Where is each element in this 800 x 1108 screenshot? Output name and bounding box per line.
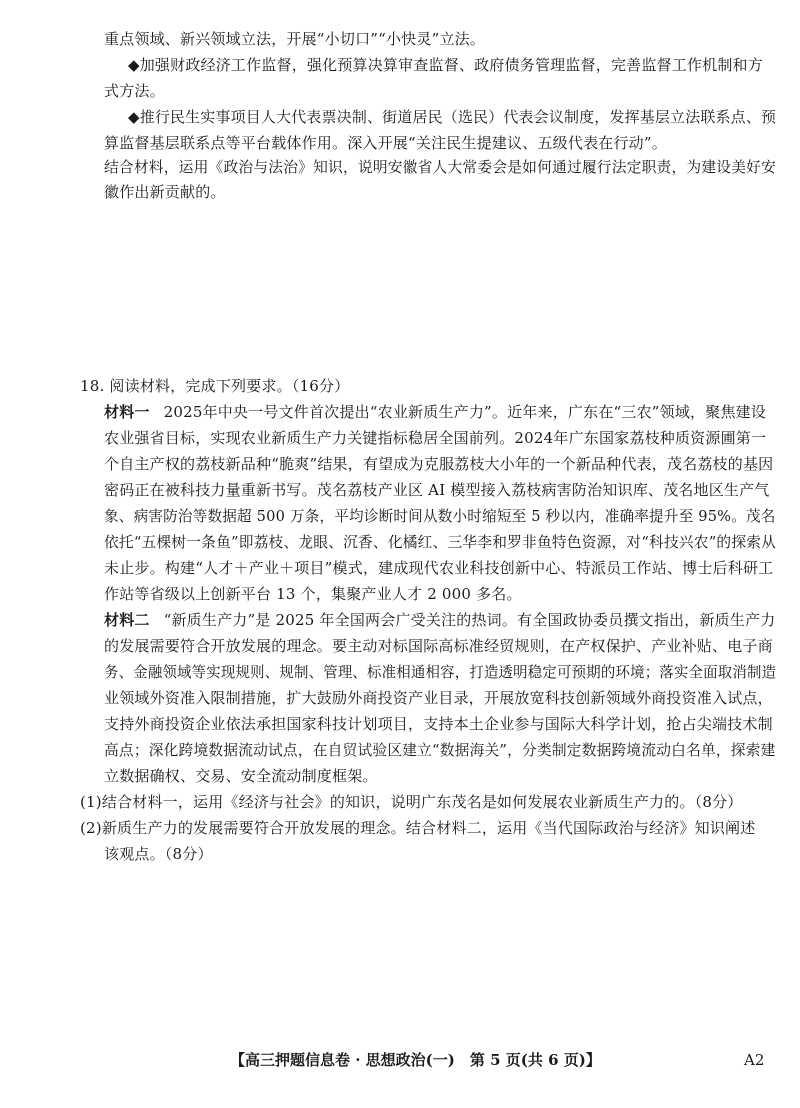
page-footer bbox=[0, 1048, 800, 1072]
bullet-2-line-2: 式方法。 bbox=[104, 82, 165, 100]
sub-question-2-line-2: 该观点。（8分） bbox=[104, 845, 213, 863]
material-2-text: “新质生产力”是 2025 年全国两会广受关注的热词。有全国政协委员撰文指出，新质生产力 bbox=[163, 611, 776, 629]
question-17-prompt-line-1: 结合材料，运用《政治与法治》知识，说明安徽省人大常委会是如何通过履行法定职责，为建设美好安 bbox=[104, 158, 777, 176]
bullet-2-line-1: ◆加强财政经济工作监督，强化预算决算审查监督、政府债务管理监督，完善监督工作机制和方 bbox=[128, 56, 763, 74]
material-1-text: 2025年中央一号文件首次提出“农业新质生产力”。近年来，广东在“三农”领域，聚焦建设 bbox=[163, 403, 767, 421]
sub-question-1: (1)结合材料一，运用《经济与社会》的知识，说明广东茂名是如何发展农业新质生产力的。（8分） bbox=[80, 793, 743, 811]
bullet-3-line-1: ◆推行民生实事项目人大代表票决制、街道居民（选民）代表会议制度，发挥基层立法联系点、预 bbox=[128, 108, 777, 126]
material-2-line-6: 高点；深化跨境数据流动试点，在自贸试验区建立“数据海关”，分类制定数据跨境流动白名单，探索建 bbox=[104, 741, 776, 759]
material-1-line-1 bbox=[104, 401, 766, 423]
material-2-line-4: 业领域外资准入限制措施，扩大鼓励外商投资产业目录，开展放宽科技创新领域外商投资准入试点， bbox=[104, 689, 773, 707]
material-2-line-7: 立数据确权、交易、安全流动制度框架。 bbox=[104, 767, 378, 785]
top-line-1: 重点领域、新兴领域立法，开展“小切口”“小快灵”立法。 bbox=[104, 30, 486, 48]
material-1-line-5: 象、病害防治等数据超 500 万条，平均诊断时间从数小时缩短至 5 秒以内，准确率提升至 95%。茂名 bbox=[104, 507, 776, 525]
material-1-line-2: 农业强省目标，实现农业新质生产力关键指标稳居全国前列。2024年广东国家荔枝种质资源圃第一 bbox=[104, 429, 767, 447]
material-1-line-4: 密码正在被科技力量重新书写。茂名荔枝产业区 AI 模型接入荔枝病害防治知识库、茂名地区生产气 bbox=[104, 481, 770, 499]
question-17-prompt-line-2: 徽作出新贡献的。 bbox=[104, 183, 226, 201]
material-1-line-8: 作站等省级以上创新平台 13 个，集聚产业人才 2 000 多名。 bbox=[104, 585, 522, 603]
bullet-3-line-2: 算监督基层联系点等平台载体作用。深入开展“关注民生提建议、五级代表在行动”。 bbox=[104, 134, 667, 152]
question-18-header: 18. 阅读材料，完成下列要求。（16分） bbox=[80, 377, 350, 395]
material-1-line-7: 未止步。构建“人才＋产业＋项目”模式，建成现代农业科技创新中心、特派员工作站、博士后科研工 bbox=[104, 559, 774, 577]
footer-title: 【高三押题信息卷 · 思想政治(一) 第 5 页(共 6 页)】 bbox=[230, 1051, 601, 1069]
material-1-line-6: 依托“五棵树一条鱼”即荔枝、龙眼、沉香、化橘红、三华李和罗非鱼特色资源，对“科技兴农”的探索从 bbox=[104, 533, 777, 551]
material-1-label: 材料一 bbox=[104, 403, 150, 421]
footer-version-code: A2 bbox=[744, 1051, 765, 1069]
material-2-line-2: 的发展需要符合开放发展的理念。要主动对标国际高标准经贸规则，在产权保护、产业补贴、电子商 bbox=[104, 637, 773, 655]
material-2-label: 材料二 bbox=[104, 611, 150, 629]
material-2-line-5: 支持外商投资企业依法承担国家科技计划项目，支持本土企业参与国际大科学计划，抢占尖端技术制 bbox=[104, 715, 773, 733]
material-2-line-1 bbox=[104, 609, 775, 631]
material-1-line-3: 个自主产权的荔枝新品种“脆爽”结果，有望成为克服荔枝大小年的一个新品种代表，茂名荔枝的基因 bbox=[104, 455, 774, 473]
sub-question-2-line-1: (2)新质生产力的发展需要符合开放发展的理念。结合材料二，运用《当代国际政治与经济》知识阐述 bbox=[80, 819, 756, 837]
material-2-line-3: 务、金融领域等实现规则、规制、管理、标准相通相容，打造透明稳定可预期的环境；落实全面取消制造 bbox=[104, 663, 777, 681]
